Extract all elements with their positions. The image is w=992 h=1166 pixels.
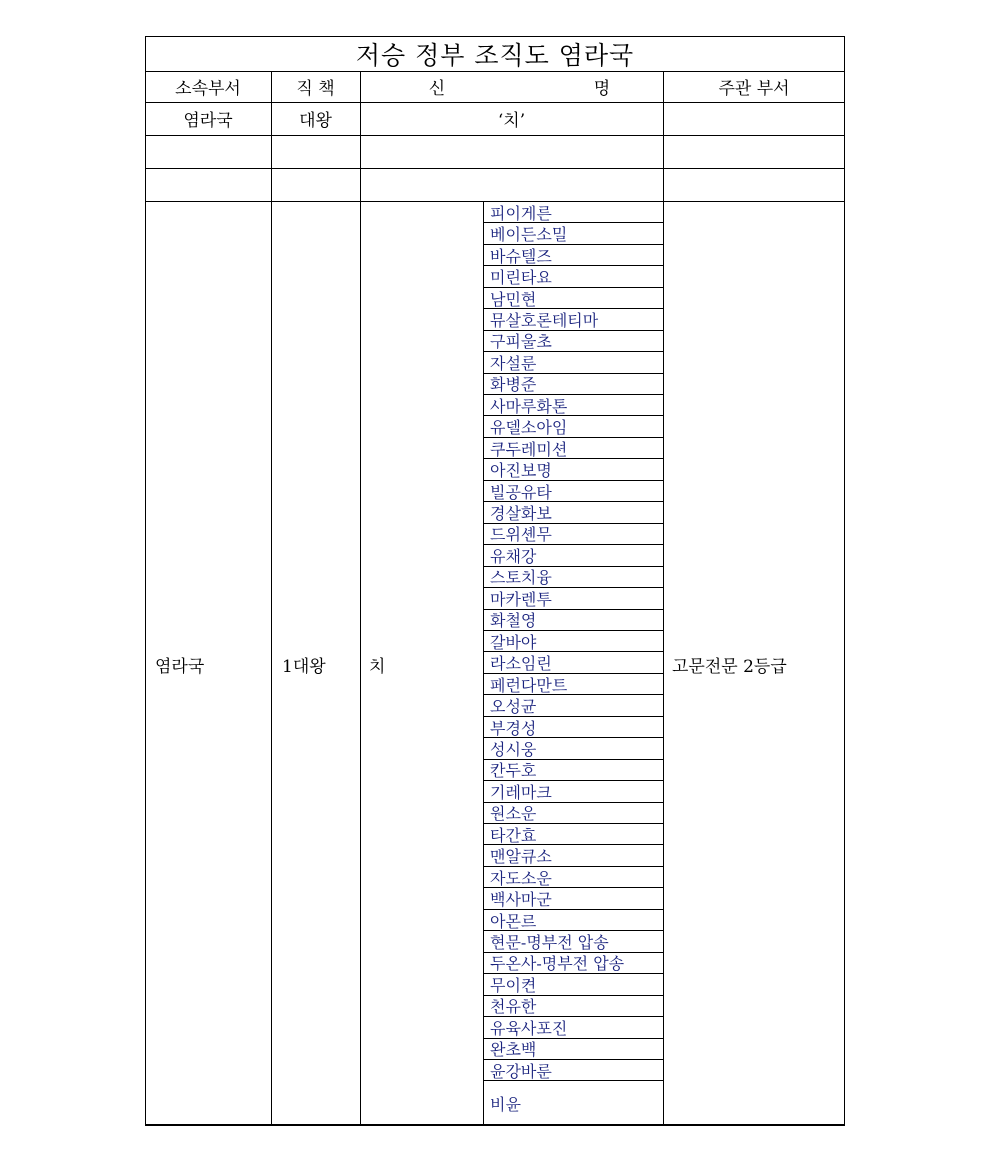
top-row-position: 대왕 (299, 111, 332, 131)
name-list-item: 화철영 (483, 610, 663, 631)
name-list-item: 자설룬 (483, 352, 663, 373)
name-list-item: 페런다만트 (483, 674, 663, 695)
main-row-position: 1대왕 (282, 656, 326, 677)
name-list-item: 아진보명 (483, 459, 663, 480)
main-row-department: 염라국 (155, 656, 205, 677)
name-list-item: 스토치융 (483, 567, 663, 588)
name-list-item: 마카렌투 (483, 588, 663, 609)
name-list-item: 현문-명부전 압송 (483, 931, 663, 952)
header-department: 소속부서 (175, 79, 241, 99)
name-list-item: 타간효 (483, 824, 663, 845)
name-list-item: 성시웅 (483, 738, 663, 759)
name-list-item: 무이켠 (483, 974, 663, 995)
name-list-item: 칸두호 (483, 760, 663, 781)
name-list-item: 원소운 (483, 803, 663, 824)
name-list-item: 빌공유타 (483, 481, 663, 502)
name-list-item: 미린타요 (483, 266, 663, 287)
name-list-item: 두온사-명부전 압송 (483, 953, 663, 974)
name-list-item: 사마루화톤 (483, 395, 663, 416)
name-list-item: 남민현 (483, 288, 663, 309)
main-row-name: 치 (369, 656, 386, 677)
name-list-item: 유델소아임 (483, 417, 663, 438)
name-list-item: 천유한 (483, 996, 663, 1017)
name-list-item: 피이게른 (483, 202, 663, 223)
names-list (483, 202, 663, 1125)
top-row-name: ‘치’ (497, 111, 526, 131)
name-list-item: 아몬르 (483, 910, 663, 931)
header-supervisor: 주관 부서 (718, 79, 790, 99)
header-name-left: 신 (428, 79, 446, 99)
name-list-item: 화병준 (483, 374, 663, 395)
name-list-item: 바슈텔즈 (483, 245, 663, 266)
name-list-item: 드위셴무 (483, 524, 663, 545)
name-list-item: 베이든소밀 (483, 223, 663, 244)
name-list-item: 오성균 (483, 695, 663, 716)
name-list-item: 구피울초 (483, 331, 663, 352)
name-list-item: 라소임린 (483, 652, 663, 673)
main-row-supervisor: 고문전문 2등급 (672, 656, 787, 677)
name-list-item: 갈바야 (483, 631, 663, 652)
name-list-item: 유육사포진 (483, 1017, 663, 1038)
name-list-item: 쿠두레미션 (483, 438, 663, 459)
name-list-item: 경살화보 (483, 502, 663, 523)
name-list-item: 비윤 (490, 1094, 521, 1114)
header-position: 직 책 (296, 79, 335, 99)
name-list-item: 백사마군 (483, 888, 663, 909)
top-row-department: 염라국 (183, 111, 233, 131)
name-list-item: 뮤살호론테티마 (483, 309, 663, 330)
name-list-item: 맨알큐소 (483, 846, 663, 867)
name-list-item: 유채강 (483, 545, 663, 566)
page-title: 저승 정부 조직도 염라국 (355, 40, 635, 70)
name-list-item: 자도소운 (483, 867, 663, 888)
name-list-item: 기레마크 (483, 781, 663, 802)
header-name-right: 명 (593, 79, 611, 99)
name-list-item: 부경성 (483, 717, 663, 738)
name-list-item: 윤강바룬 (483, 1060, 663, 1081)
name-list-item: 완초백 (483, 1039, 663, 1060)
